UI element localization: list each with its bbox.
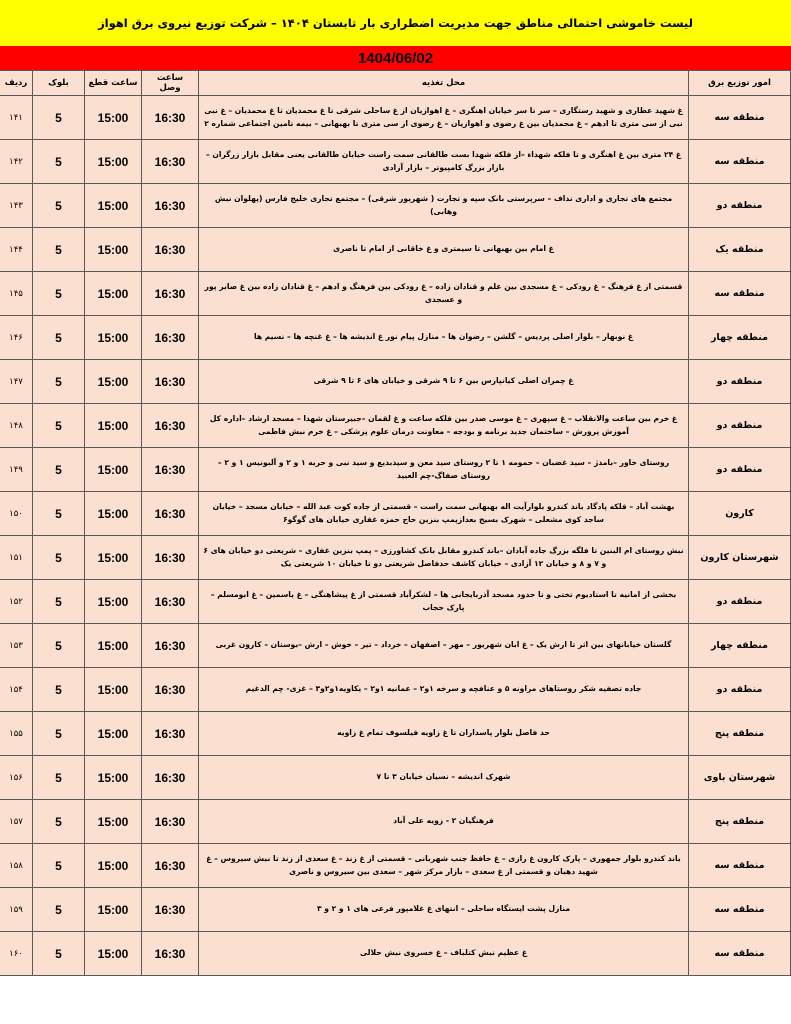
cell-block: 5	[33, 888, 85, 932]
cell-time-on: 16:30	[142, 536, 199, 580]
cell-time-off: 15:00	[85, 140, 142, 184]
cell-time-off: 15:00	[85, 404, 142, 448]
cell-time-on: 16:30	[142, 668, 199, 712]
cell-time-on: 16:30	[142, 360, 199, 404]
cell-row-no: ۱۵۰	[0, 492, 33, 536]
cell-row-no: ۱۴۴	[0, 228, 33, 272]
cell-block: 5	[33, 800, 85, 844]
cell-time-off: 15:00	[85, 272, 142, 316]
table-row	[0, 272, 791, 316]
cell-row-no: ۱۴۲	[0, 140, 33, 184]
cell-time-off: 15:00	[85, 536, 142, 580]
cell-place: بهشت آباد – فلکه پادگاد باند کندرو بلوارآیت اله بهبهانی سمت راست – قسمتی از جاده کوت عبد الله – خیابان مسجد – خیابان ساجد کوی مشعلی – شهرک بسیج بعدازپمپ بنزین حاج حمزه غفاری خیابان های گوگو۶	[199, 492, 689, 536]
cell-time-off: 15:00	[85, 624, 142, 668]
cell-block: 5	[33, 404, 85, 448]
cell-region: منطقه دو	[689, 404, 791, 448]
column-header-time-off: ساعت قطع	[85, 71, 142, 96]
cell-time-on: 16:30	[142, 272, 199, 316]
cell-place: غ ۲۴ متری بین غ اهنگری و تا فلکه شهداء –از فلکه شهدا بست طالقانی سمت راست خیابان طالقانی یعنی مقابل بازار زرگران – بازار بزرگ کامپیوتر – بازار آزادی	[199, 140, 689, 184]
cell-region: منطقه سه	[689, 96, 791, 140]
table-row	[0, 800, 791, 844]
cell-region: کارون	[689, 492, 791, 536]
cell-place: قسمتی از غ فرهنگ – غ رودکی – غ مسجدی بین علم و قنادان زاده – غ رودکی بین فرهنگ و ادهم – غ قنادان زاده بین غ صابر پور و عسجدی	[199, 272, 689, 316]
page-title: لیست خاموشی احتمالی مناطق جهت مدیریت اضطراری بار تابستان ۱۴۰۴ – شرکت توزیع نیروی برق اهواز	[98, 15, 693, 30]
cell-time-off: 15:00	[85, 800, 142, 844]
cell-region: شهرستان باوی	[689, 756, 791, 800]
cell-time-on: 16:30	[142, 316, 199, 360]
column-header-row-no: ردیف	[0, 71, 33, 96]
cell-region: منطقه دو	[689, 668, 791, 712]
cell-row-no: ۱۴۷	[0, 360, 33, 404]
cell-time-on: 16:30	[142, 140, 199, 184]
cell-region: منطقه پنج	[689, 712, 791, 756]
cell-row-no: ۱۴۶	[0, 316, 33, 360]
cell-region: منطقه چهار	[689, 624, 791, 668]
cell-place: نبش روستای ام البنین تا فلگه بزرگ جاده آبادان –باند کندرو مقابل بانک کشاورزی – پمپ بنزین غفاری – شریعتی دو خیابان های ۶ و ۷ و ۸ و خیابان ۱۲ آزادی – خیابان کاشف حدفاصل شریعتی دو تا خیابان ۱۰ شریعتی یک	[199, 536, 689, 580]
cell-row-no: ۱۵۳	[0, 624, 33, 668]
cell-block: 5	[33, 316, 85, 360]
cell-region: منطقه دو	[689, 448, 791, 492]
cell-row-no: ۱۵۵	[0, 712, 33, 756]
table-body	[0, 96, 791, 976]
column-header-block: بلوک	[33, 71, 85, 96]
cell-region: منطقه یک	[689, 228, 791, 272]
cell-time-on: 16:30	[142, 228, 199, 272]
table-row	[0, 316, 791, 360]
cell-block: 5	[33, 448, 85, 492]
cell-row-no: ۱۴۸	[0, 404, 33, 448]
cell-region: منطقه دو	[689, 580, 791, 624]
column-header-place: محل تغذیه	[199, 71, 689, 96]
cell-row-no: ۱۴۹	[0, 448, 33, 492]
cell-time-off: 15:00	[85, 228, 142, 272]
cell-block: 5	[33, 272, 85, 316]
cell-time-on: 16:30	[142, 844, 199, 888]
cell-time-on: 16:30	[142, 448, 199, 492]
cell-time-off: 15:00	[85, 448, 142, 492]
cell-time-off: 15:00	[85, 756, 142, 800]
cell-block: 5	[33, 756, 85, 800]
cell-place: گلستان خیابانهای بین اثر تا ارش یک – غ ابان شهریور – مهر – اصفهان – خرداد – تیر – خوش – ارش –بوستان – کارون غربی	[199, 624, 689, 668]
cell-time-on: 16:30	[142, 800, 199, 844]
cell-place: غ چمران اصلی کیانپارس بین ۶ تا ۹ شرقی و خیابان های ۶ تا ۹ شرقی	[199, 360, 689, 404]
table-row	[0, 448, 791, 492]
cell-block: 5	[33, 492, 85, 536]
cell-row-no: ۱۵۹	[0, 888, 33, 932]
cell-place: باند کندرو بلوار جمهوری – پارک کارون غ رازی – غ حافظ جنب شهربانی – قسمتی از غ زند – غ سعدی از زند تا نبش سیروس – غ شهید دهبان و قسمتی از غ سعدی – بازار مرکز شهر – سعدی بین سیروس و ناصری	[199, 844, 689, 888]
cell-place: منازل پشت ایستگاه ساحلی – انتهای غ غلامپور فرعی های ۱ و ۲ و ۳	[199, 888, 689, 932]
table-row	[0, 932, 791, 976]
schedule-date: 1404/06/02	[357, 49, 434, 67]
cell-time-on: 16:30	[142, 712, 199, 756]
cell-block: 5	[33, 360, 85, 404]
table-row	[0, 492, 791, 536]
sheet-title-bar	[0, 0, 791, 46]
cell-time-on: 16:30	[142, 888, 199, 932]
cell-region: منطقه چهار	[689, 316, 791, 360]
cell-time-on: 16:30	[142, 580, 199, 624]
cell-place: شهرک اندیشه – نسیان خیابان ۳ تا ۷	[199, 756, 689, 800]
sheet-date-bar	[0, 46, 791, 70]
cell-region: منطقه سه	[689, 888, 791, 932]
cell-row-no: ۱۴۳	[0, 184, 33, 228]
cell-row-no: ۱۵۴	[0, 668, 33, 712]
cell-row-no: ۱۵۶	[0, 756, 33, 800]
cell-time-off: 15:00	[85, 184, 142, 228]
table-row	[0, 228, 791, 272]
table-row	[0, 756, 791, 800]
cell-place: حد فاصل بلوار پاسداران تا غ زاویه فیلسوف تمام غ زاویه	[199, 712, 689, 756]
cell-block: 5	[33, 668, 85, 712]
table-row	[0, 96, 791, 140]
cell-time-off: 15:00	[85, 888, 142, 932]
cell-place: روستای خاور –بامدژ – سید غضبان – حمومه ۱ تا ۲ روستای سید معن و سیدبدیع و سید نبی و حربه ۱ و ۲ و آلبونیس ۱ و ۲ – روستای صفاگ-چم العبید	[199, 448, 689, 492]
table-row	[0, 140, 791, 184]
cell-time-off: 15:00	[85, 316, 142, 360]
column-header-time-on: ساعت وصل	[142, 71, 199, 96]
cell-time-off: 15:00	[85, 668, 142, 712]
cell-place: غ نوبهار – بلوار اصلی پردیس – گلشن – رضوان ها – منازل پیام نور غ اندیشه ها – غ غنچه ها – نسیم ها	[199, 316, 689, 360]
cell-time-off: 15:00	[85, 580, 142, 624]
cell-time-off: 15:00	[85, 360, 142, 404]
cell-region: منطقه سه	[689, 140, 791, 184]
cell-place: غ خرم بین ساعت والانقلاب – غ سپهری – غ موسی صدر بین فلکه ساعت و غ لقمان –جبیرستان شهدا – مسجد ارشاد –اداره کل آموزش پرورش – ساختمان جدید برنامه و بودجه – معاونت درمان علوم پزشکی – غ خرم نبش فاطمی	[199, 404, 689, 448]
cell-row-no: ۱۴۵	[0, 272, 33, 316]
cell-region: منطقه سه	[689, 932, 791, 976]
cell-block: 5	[33, 580, 85, 624]
cell-time-on: 16:30	[142, 932, 199, 976]
cell-place: غ شهید عطاری و شهید رستگاری – سر تا سر خیابان اهنگری – غ اهوازیان از غ ساحلی شرقی تا غ محمدیان تا غ محمدیان – غ نبی نبی از سی متری تا ادهم – غ محمدیان بین غ رضوی و اهوازیان – غ رضوی از سی متری تا بهبهانی – بیمه تامین اجتماعی شماره ۲	[199, 96, 689, 140]
cell-time-off: 15:00	[85, 492, 142, 536]
table-row	[0, 888, 791, 932]
cell-place: فرهنگیان ۲ - زویه علی آباد	[199, 800, 689, 844]
cell-region: منطقه سه	[689, 272, 791, 316]
cell-row-no: ۱۶۰	[0, 932, 33, 976]
table-row	[0, 668, 791, 712]
cell-block: 5	[33, 624, 85, 668]
cell-place: مجتمع های تجاری و اداری نداف – سرپرستی بانک سپه و تجارت ( شهریور شرقی) – مجتمع تجاری خلیج فارس (پهلوان نبش وهابی)	[199, 184, 689, 228]
cell-place: بخشی از امانیه تا استادیوم تختی و تا حدود مسجد آذربایجانی ها – لشکرآباد قسمتی از غ پیشاهنگی – غ یاسمین – غ ابومسلم – پارک حجاب	[199, 580, 689, 624]
cell-place: غ امام بین بهبهانی تا سیمتری و غ خاقانی از امام تا ناصری	[199, 228, 689, 272]
table-row	[0, 360, 791, 404]
table-header-row	[0, 71, 791, 96]
table-row	[0, 844, 791, 888]
cell-row-no: ۱۵۱	[0, 536, 33, 580]
cell-region: منطقه سه	[689, 844, 791, 888]
cell-block: 5	[33, 96, 85, 140]
cell-region: منطقه دو	[689, 184, 791, 228]
table-row	[0, 624, 791, 668]
outage-table	[0, 70, 791, 976]
cell-block: 5	[33, 844, 85, 888]
cell-time-off: 15:00	[85, 712, 142, 756]
cell-time-off: 15:00	[85, 844, 142, 888]
cell-region: منطقه دو	[689, 360, 791, 404]
table-row	[0, 536, 791, 580]
cell-region: شهرستان کارون	[689, 536, 791, 580]
table-row	[0, 404, 791, 448]
cell-row-no: ۱۵۲	[0, 580, 33, 624]
cell-time-on: 16:30	[142, 624, 199, 668]
table-row	[0, 184, 791, 228]
column-header-region: امور توزیع برق	[689, 71, 791, 96]
cell-block: 5	[33, 536, 85, 580]
cell-time-on: 16:30	[142, 184, 199, 228]
cell-time-off: 15:00	[85, 96, 142, 140]
cell-block: 5	[33, 932, 85, 976]
cell-block: 5	[33, 184, 85, 228]
cell-time-on: 16:30	[142, 756, 199, 800]
cell-time-on: 16:30	[142, 404, 199, 448]
cell-row-no: ۱۴۱	[0, 96, 33, 140]
cell-time-on: 16:30	[142, 492, 199, 536]
cell-region: منطقه پنج	[689, 800, 791, 844]
cell-place: غ عظیم نبش کتلباف – غ خسروی نبش حلالی	[199, 932, 689, 976]
table-header	[0, 71, 791, 96]
cell-block: 5	[33, 712, 85, 756]
cell-block: 5	[33, 140, 85, 184]
cell-time-on: 16:30	[142, 96, 199, 140]
cell-place: جاده تصفیه شکر روستاهای مراونه ۵ و عنافچه و سرخه ۱و۲ – عمانیه ۱و۲ – یکاویه۱و۲و۳ – غزی- چم الدغیم	[199, 668, 689, 712]
cell-block: 5	[33, 228, 85, 272]
cell-row-no: ۱۵۷	[0, 800, 33, 844]
cell-time-off: 15:00	[85, 932, 142, 976]
cell-row-no: ۱۵۸	[0, 844, 33, 888]
table-row	[0, 580, 791, 624]
table-row	[0, 712, 791, 756]
